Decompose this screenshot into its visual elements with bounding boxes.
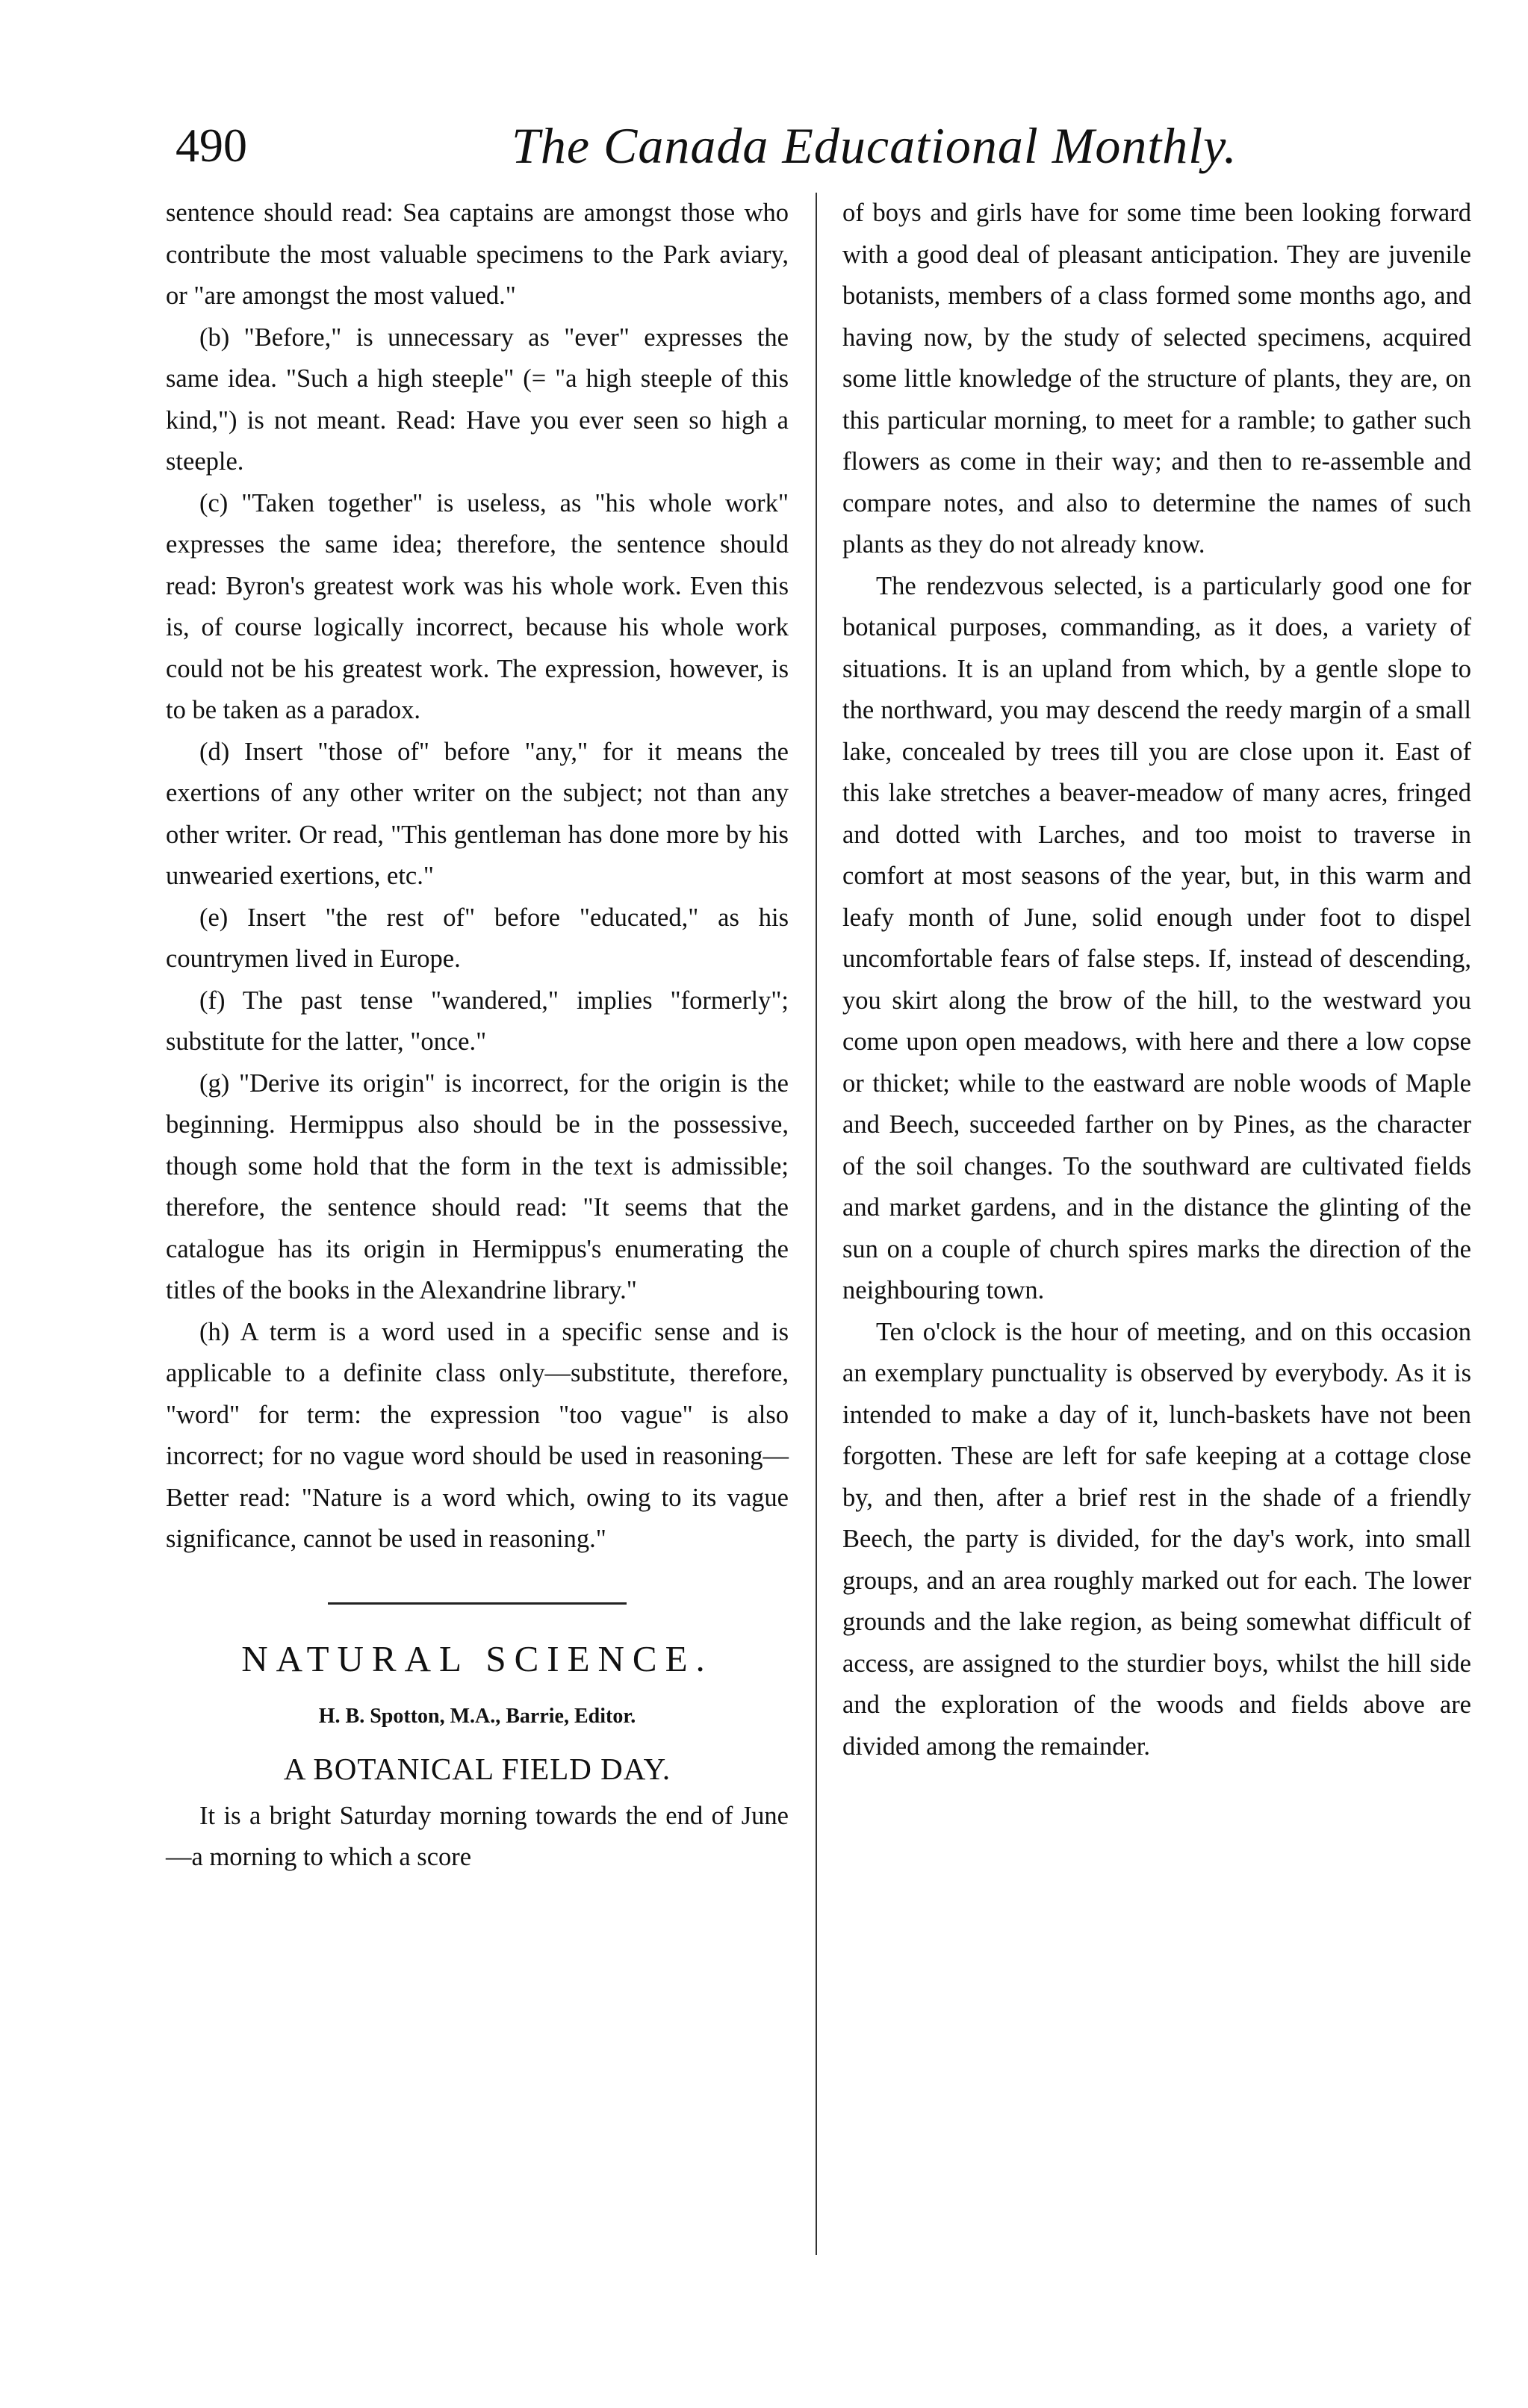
paragraph: The rendezvous selected, is a particularly good one for botanical purposes, commanding, as it does, a variety of situations. It is an upland from which, by a gentle slope to the northward, you may descend the reedy margin of a small lake, concealed by trees till you are close upon it. East of this lake stretches a beaver-meadow of many acres, fringed and dotted with Larches, and too moist to traverse in comfort at most seasons of the year, but, in this warm and leafy month of June, solid enough under foot to dispel uncomfortable fears of false steps. If, instead of descending, you skirt along the brow of the hill, to the westward you come upon open meadows, with here and there a low copse or thicket; while to the eastward are noble woods of Maple and Beech, succeeded farther on by Pines, as the character of the soil changes. To the southward are cultivated fields and market gardens, and in the distance the glinting of the sun on a couple of church spires marks the direction of the neighbouring town. bbox=[842, 571, 1471, 1304]
paragraph: (e) Insert "the rest of" before "educated," as his countrymen lived in Europe. bbox=[166, 903, 789, 973]
editor-byline: H. B. Spotton, M.A., Barrie, Editor. bbox=[318, 1704, 636, 1728]
page-header bbox=[168, 112, 1438, 179]
paragraph: (f) The past tense "wandered," implies "formerly"; substitute for the latter, "once." bbox=[166, 986, 789, 1056]
right-column bbox=[842, 193, 1471, 1767]
paragraph: (d) Insert "those of" before "any," for it means the exertions of any other writer on the subject; not than any other writer. Or read, "This gentleman has done more by his unwearied exertions, etc." bbox=[166, 737, 789, 890]
article-title: A BOTANICAL FIELD DAY. bbox=[283, 1751, 671, 1786]
section-divider bbox=[328, 1602, 627, 1605]
paragraph: of boys and girls have for some time been looking forward with a good deal of pleasant anticipation. They are juvenile botanists, members of a class formed some months ago, and having now, by the study of selected specimens, acquired some little knowledge of the structure of plants, they are, on this particular morning, to meet for a ramble; to gather such flowers as come in their way; and then to re-assemble and compare notes, and also to determine the names of such plants as they do not already know. bbox=[842, 199, 1471, 559]
paragraph: Ten o'clock is the hour of meeting, and on this occasion an exemplary punctuality is observed by everybody. As it is intended to make a day of it, lunch-baskets have not been forgotten. These are left for safe keeping at a cottage close by, and then, after a brief rest in the shade of a friendly Beech, the party is divided, for the day's work, into small groups, and an area roughly marked out for each. The lower grounds and the lake region, as being somewhat difficult of access, are assigned to the sturdier boys, whilst the hill side and the exploration of the woods and fields above are divided among the remainder. bbox=[842, 1317, 1471, 1761]
paragraph: sentence should read: Sea captains are amongst those who contribute the most valuable specimens to the Park aviary, or "are amongst the most valued." bbox=[166, 199, 789, 310]
paragraph: (g) "Derive its origin" is incorrect, for the origin is the beginning. Hermippus also should be in the possessive, though some hold that the form in the text is admissible; therefore, the sentence should read: "It seems that the catalogue has its origin in Hermippus's enumerating the titles of the books in the Alexandrine library." bbox=[166, 1068, 789, 1304]
column-divider bbox=[816, 193, 817, 2255]
page-number: 490 bbox=[176, 119, 247, 172]
paragraph: It is a bright Saturday morning towards the end of June—a morning to which a score bbox=[166, 1801, 789, 1871]
paragraph: (b) "Before," is unnecessary as "ever" expresses the same idea. "Such a high steeple" (= "a high steeple of this kind,") is not meant. Read: Have you ever seen so high a steeple. bbox=[166, 323, 789, 476]
running-title: The Canada Educational Monthly. bbox=[512, 117, 1237, 174]
left-column bbox=[166, 193, 789, 1879]
paragraph: (h) A term is a word used in a specific sense and is applicable to a definite class only—substitute, therefore, "word" for term: the expression "too vague" is also incorrect; for no vague word should be used in reasoning—Better read: "Nature is a word which, owing to its vague significance, cannot be used in reasoning." bbox=[166, 1317, 789, 1553]
paragraph: (c) "Taken together" is useless, as "his whole work" expresses the same idea; therefore, the sentence should read: Byron's greatest work was his whole work. Even this is, of course logically incorrect, because his whole work could not be his greatest work. The expression, however, is to be taken as a paradox. bbox=[166, 488, 789, 724]
section-heading: NATURAL SCIENCE. bbox=[241, 1637, 713, 1679]
